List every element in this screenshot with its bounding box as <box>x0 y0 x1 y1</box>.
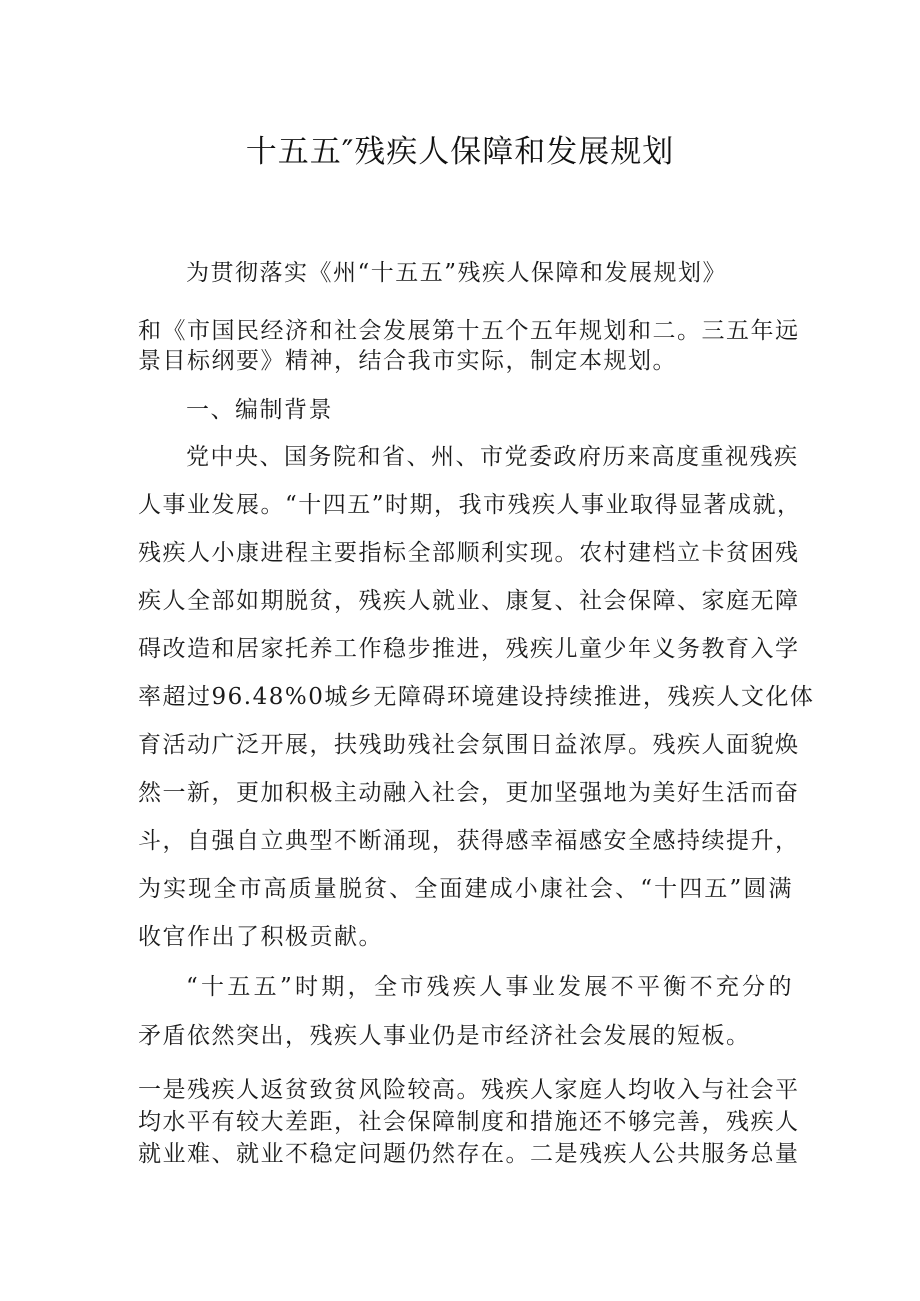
paragraph-line: 然一新，更加积极主动融入社会，更加坚强地为美好生活而奋 <box>138 780 800 806</box>
paragraph-line: 收官作出了积极贡献。 <box>138 924 383 950</box>
paragraph-line: 疾人全部如期脱贫，残疾人就业、康复、社会保障、家庭无障 <box>138 588 800 614</box>
paragraph-line: 为贯彻落实《州“十五五”残疾人保障和发展规划》 <box>186 260 728 286</box>
paragraph-line: 斗，自强自立典型不断涌现，获得感幸福感安全感持续提升， <box>138 828 800 854</box>
paragraph-line: 矛盾依然突出，残疾人事业仍是市经济社会发展的短板。 <box>138 1023 751 1049</box>
paragraph-line: 人事业发展。“十四五”时期，我市残疾人事业取得显著成就， <box>138 492 802 518</box>
paragraph-line: 党中央、国务院和省、州、市党委政府历来高度重视残疾 <box>186 444 799 470</box>
section-heading: 一、编制背景 <box>186 397 333 423</box>
paragraph-line: 一是残疾人返贫致贫风险较高。残疾人家庭人均收入与社会平 <box>138 1077 800 1103</box>
paragraph-line: “十五五”时期，全市残疾人事业发展不平衡不充分的 <box>186 974 793 1000</box>
paragraph-line: 和《市国民经济和社会发展第十五个五年规划和二。三五年远 <box>138 318 800 344</box>
paragraph-line: 育活动广泛开展，扶残助残社会氛围日益浓厚。残疾人面貌焕 <box>138 732 800 758</box>
paragraph-line: 为实现全市高质量脱贫、全面建成小康社会、“十四五”圆满 <box>138 876 793 902</box>
paragraph-line: 均水平有较大差距，社会保障制度和措施还不够完善，残疾人 <box>138 1109 800 1135</box>
paragraph-line: 碍改造和居家托养工作稳步推进，残疾儿童少年义务教育入学 <box>138 636 800 662</box>
paragraph-line: 景目标纲要》精神，结合我市实际，制定本规划。 <box>138 348 677 374</box>
paragraph-line: 残疾人小康进程主要指标全部顺利实现。农村建档立卡贫困残 <box>138 540 800 566</box>
document-title: 十五五″残疾人保障和发展规划 <box>245 134 675 170</box>
paragraph-line: 率超过96.48%0城乡无障碍环境建设持续推进，残疾人文化体 <box>138 684 815 710</box>
paragraph-line: 就业难、就业不稳定问题仍然存在。二是残疾人公共服务总量 <box>138 1141 800 1167</box>
